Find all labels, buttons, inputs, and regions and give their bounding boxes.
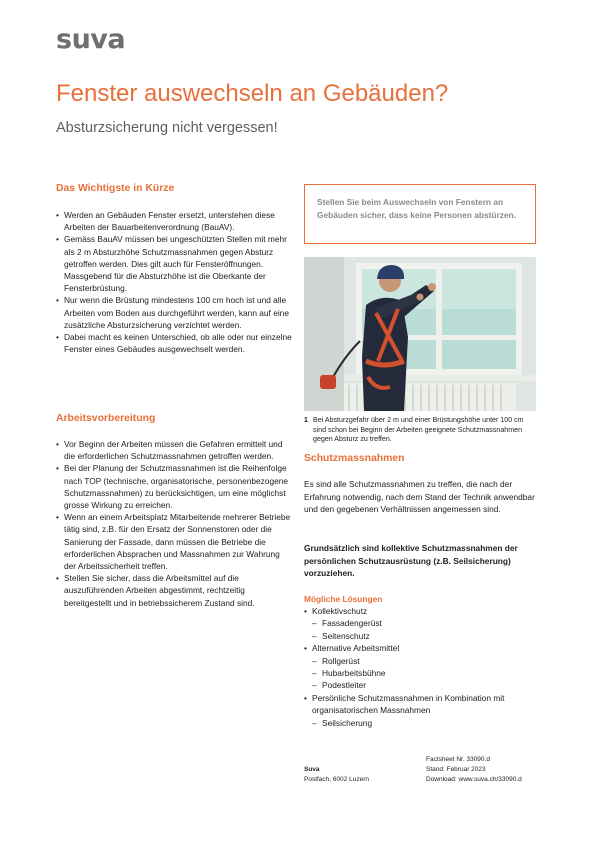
list-item: • Stellen Sie sicher, dass die Arbeitsmittel auf die auszuführenden Arbeiten abgestimmt, rechtzeitig bereitgestellt und in betriebssicherem Zustand sind.: [56, 572, 292, 609]
footer-factsheet: Factsheet Nr. 33090.d: [426, 756, 490, 763]
list-item: • Dabei macht es keinen Unterschied, ob alle oder nur einzelne Fenster eines Gebäudes ausgewechselt werden.: [56, 331, 292, 355]
list-item: – Podestleiter: [312, 679, 540, 691]
page-title: Fenster auswechseln an Gebäuden?: [56, 80, 449, 107]
preparation-list: [56, 438, 292, 609]
solutions-list: [304, 605, 540, 729]
list-item: [304, 692, 540, 729]
list-item: • Bei der Planung der Schutzmassnahmen ist die Reihenfolge nach TOP (technische, organisatorische, personenbezogene Schutzmassnahmen) zu berücksichtigen, um eine möglichst grosse Wirkung zu erreichen.: [56, 462, 292, 511]
caption-number: 1: [304, 416, 308, 424]
protection-paragraph: Es sind alle Schutzmassnahmen zu treffen, die nach der Erfahrung notwendig, nach dem Stand der Technik anwendbar und den gegebenen Verhältnissen angemessen sind.: [304, 479, 535, 515]
protection-emphasis: Grundsätzlich sind kollektive Schutzmassnahmen der persönlichen Schutzausrüstung (z.B. Seilsicherung) vorzuziehen.: [304, 543, 518, 579]
list-item: – Rollgerüst: [312, 655, 540, 667]
summary-list: [56, 209, 292, 355]
list-item: – Fassadengerüst: [312, 617, 540, 629]
footer-org: [304, 765, 369, 785]
footer-org-name: Suva: [304, 766, 320, 773]
worker-photo: [304, 257, 536, 411]
list-item: • Wenn an einem Arbeitsplatz Mitarbeitende mehrerer Betriebe tätig sind, z.B. für den Ersatz der Sonnenstoren oder die Sanierung der Fassade, dann müssen die Betriebe die erforderlichen Absprachen und Massnahmen zur Wahrung der Arbeitssicherheit treffen.: [56, 511, 292, 572]
caption-text: Bei Absturzgefahr über 2 m und einer Brüstungshöhe unter 100 cm sind schon bei Beginn der Arbeiten geeignete Schutzmassnahmen gegen Absturz zu treffen.: [313, 416, 524, 444]
solution-group-label: Kollektivschutz: [312, 606, 368, 616]
photo-caption: [304, 416, 536, 445]
callout-text: Stellen Sie beim Auswechseln von Fenstern an Gebäuden sicher, dass keine Personen abstürzen.: [317, 197, 516, 221]
list-item: [304, 605, 540, 642]
list-item: • Vor Beginn der Arbeiten müssen die Gefahren ermittelt und die erforderlichen Schutzmassnahmen getroffen werden.: [56, 438, 292, 462]
footer-address: Postfach, 6002 Luzern: [304, 776, 370, 783]
callout-box: [304, 184, 536, 244]
list-item: – Seitenschutz: [312, 630, 540, 642]
footer-meta: [426, 755, 522, 785]
section-heading-protection: Schutzmassnahmen: [304, 453, 405, 464]
solution-group-label: Persönliche Schutzmassnahmen in Kombination mit organisatorischen Massnahmen: [312, 692, 505, 716]
suva-logo: suva: [56, 24, 126, 55]
list-item: • Werden an Gebäuden Fenster ersetzt, unterstehen diese Arbeiten der Bauarbeitenverordnung (BauAV).: [56, 209, 292, 233]
footer-stand: Stand: Februar 2023: [426, 766, 486, 773]
list-item: – Seilsicherung: [312, 717, 540, 729]
section-heading-preparation: Arbeitsvorbereitung: [56, 413, 156, 424]
solution-group-label: Alternative Arbeitsmittel: [312, 643, 400, 654]
section-heading-summary: Das Wichtigste in Kürze: [56, 183, 175, 194]
solutions-heading: Mögliche Lösungen: [304, 594, 383, 604]
footer-download-link[interactable]: Download: www.suva.ch/33090.d: [426, 776, 522, 783]
list-item: • Nur wenn die Brüstung mindestens 100 cm hoch ist und alle Arbeiten vom Boden aus durchgeführt werden, kann auf eine zusätzliche Absturzsicherung verzichtet werden.: [56, 294, 292, 331]
list-item: • Gemäss BauAV müssen bei ungeschützten Stellen mit mehr als 2 m Absturzhöhe Schutzmassnahmen gegen Absturz getroffen werden. Dies gilt auch für Fensteröffnungen. Massgebend für die Absturzhöhe ist die Oberkante der Fensterbrüstung.: [56, 233, 292, 294]
list-item: [304, 642, 540, 692]
list-item: – Hubarbeitsbühne: [312, 667, 540, 679]
page-subtitle: Absturzsicherung nicht vergessen!: [56, 120, 278, 136]
